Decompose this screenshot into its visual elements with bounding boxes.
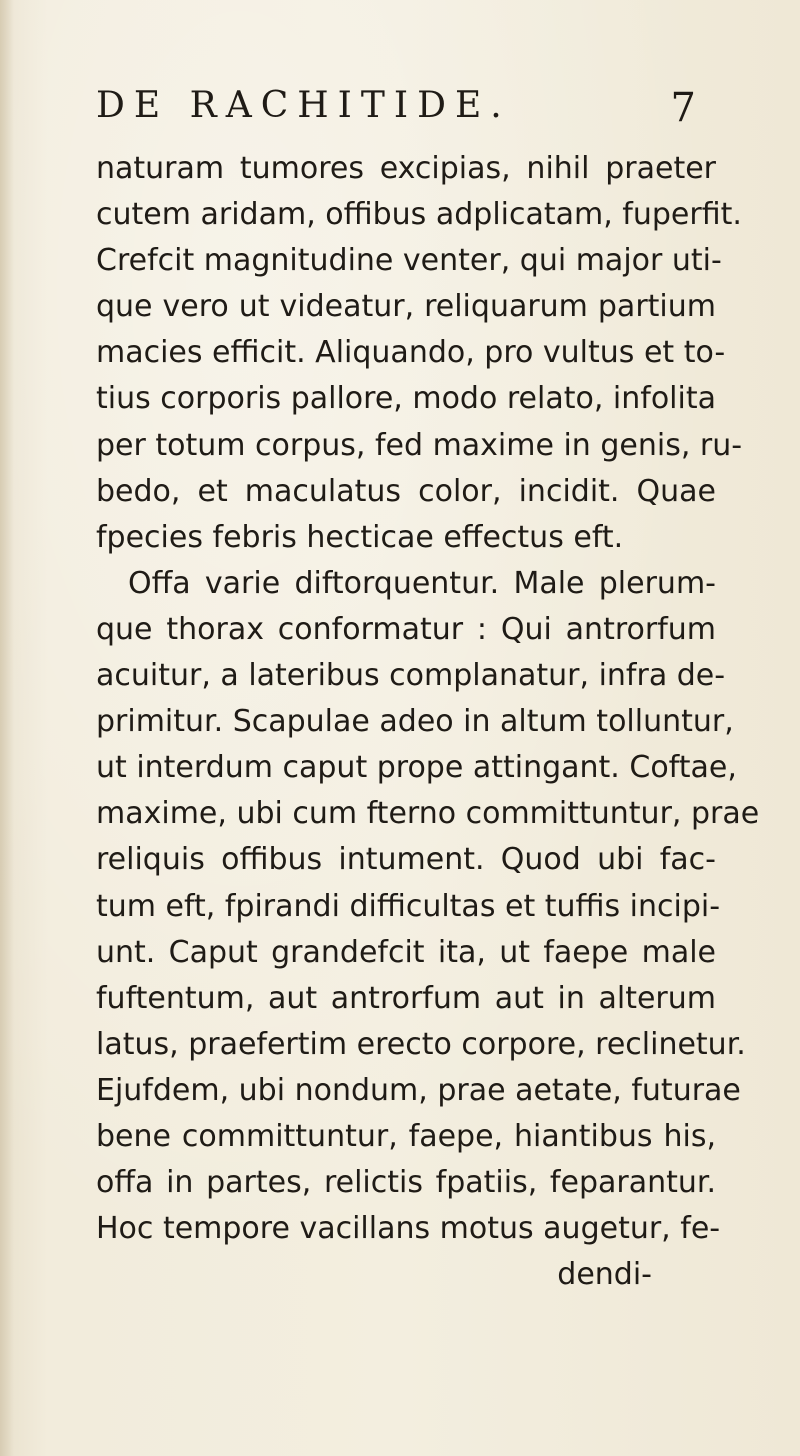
page-number: 7 xyxy=(670,85,696,131)
text-line: unt. Caput grandefcit ita, ut faepe male xyxy=(96,934,716,970)
text-line: bene committuntur, faepe, hiantibus his, xyxy=(96,1118,716,1154)
text-line: fpecies febris hecticae effectus eft. xyxy=(96,519,624,555)
text-line: reliquis offibus intument. Quod ubi fac- xyxy=(96,842,716,878)
text-line: macies efficit. Aliquando, pro vultus et to- xyxy=(96,335,726,371)
page-header xyxy=(96,82,696,142)
text-line: bedo, et maculatus color, incidit. Quae xyxy=(96,473,716,509)
body-text xyxy=(96,146,760,1298)
running-head: DE RACHITIDE. xyxy=(96,85,511,126)
text-line: ut interdum caput prope attingant. Coftae, xyxy=(96,750,737,786)
text-line: per totum corpus, fed maxime in genis, ru- xyxy=(96,427,743,463)
text-line: Hoc tempore vacillans motus augetur, fe- xyxy=(96,1211,721,1247)
text-line: tum eft, fpirandi difficultas et tuffis incipi- xyxy=(96,888,721,924)
page-edge-shadow xyxy=(0,0,14,1456)
text-line: Ejufdem, ubi nondum, prae aetate, futurae xyxy=(96,1072,741,1108)
text-line: que vero ut videatur, reliquarum partium xyxy=(96,289,716,325)
text-line: acuitur, a lateribus complanatur, infra de- xyxy=(96,658,726,694)
text-line: primitur. Scapulae adeo in altum tolluntur, xyxy=(96,704,734,740)
text-line: tius corporis pallore, modo relato, infolita xyxy=(96,381,716,417)
text-line: Crefcit magnitudine venter, qui major uti- xyxy=(96,243,722,279)
text-line: naturam tumores excipias, nihil praeter xyxy=(96,151,716,186)
text-line: latus, praefertim erecto corpore, reclinetur. xyxy=(96,1026,746,1062)
text-line: offa in partes, relictis fpatiis, feparantur. xyxy=(96,1165,716,1201)
text-line: maxime, ubi cum fterno committuntur, prae xyxy=(96,796,760,832)
text-line: cutem aridam, offibus adplicatam, fuperfit. xyxy=(96,197,742,233)
catchword: dendi- xyxy=(557,1257,652,1293)
text-line: fuftentum, aut antrorfum aut in alterum xyxy=(96,980,716,1016)
text-line: que thorax conformatur : Qui antrorfum xyxy=(96,611,716,647)
text-line-paragraph-start: Offa varie diftorquentur. Male plerum- xyxy=(128,565,716,601)
